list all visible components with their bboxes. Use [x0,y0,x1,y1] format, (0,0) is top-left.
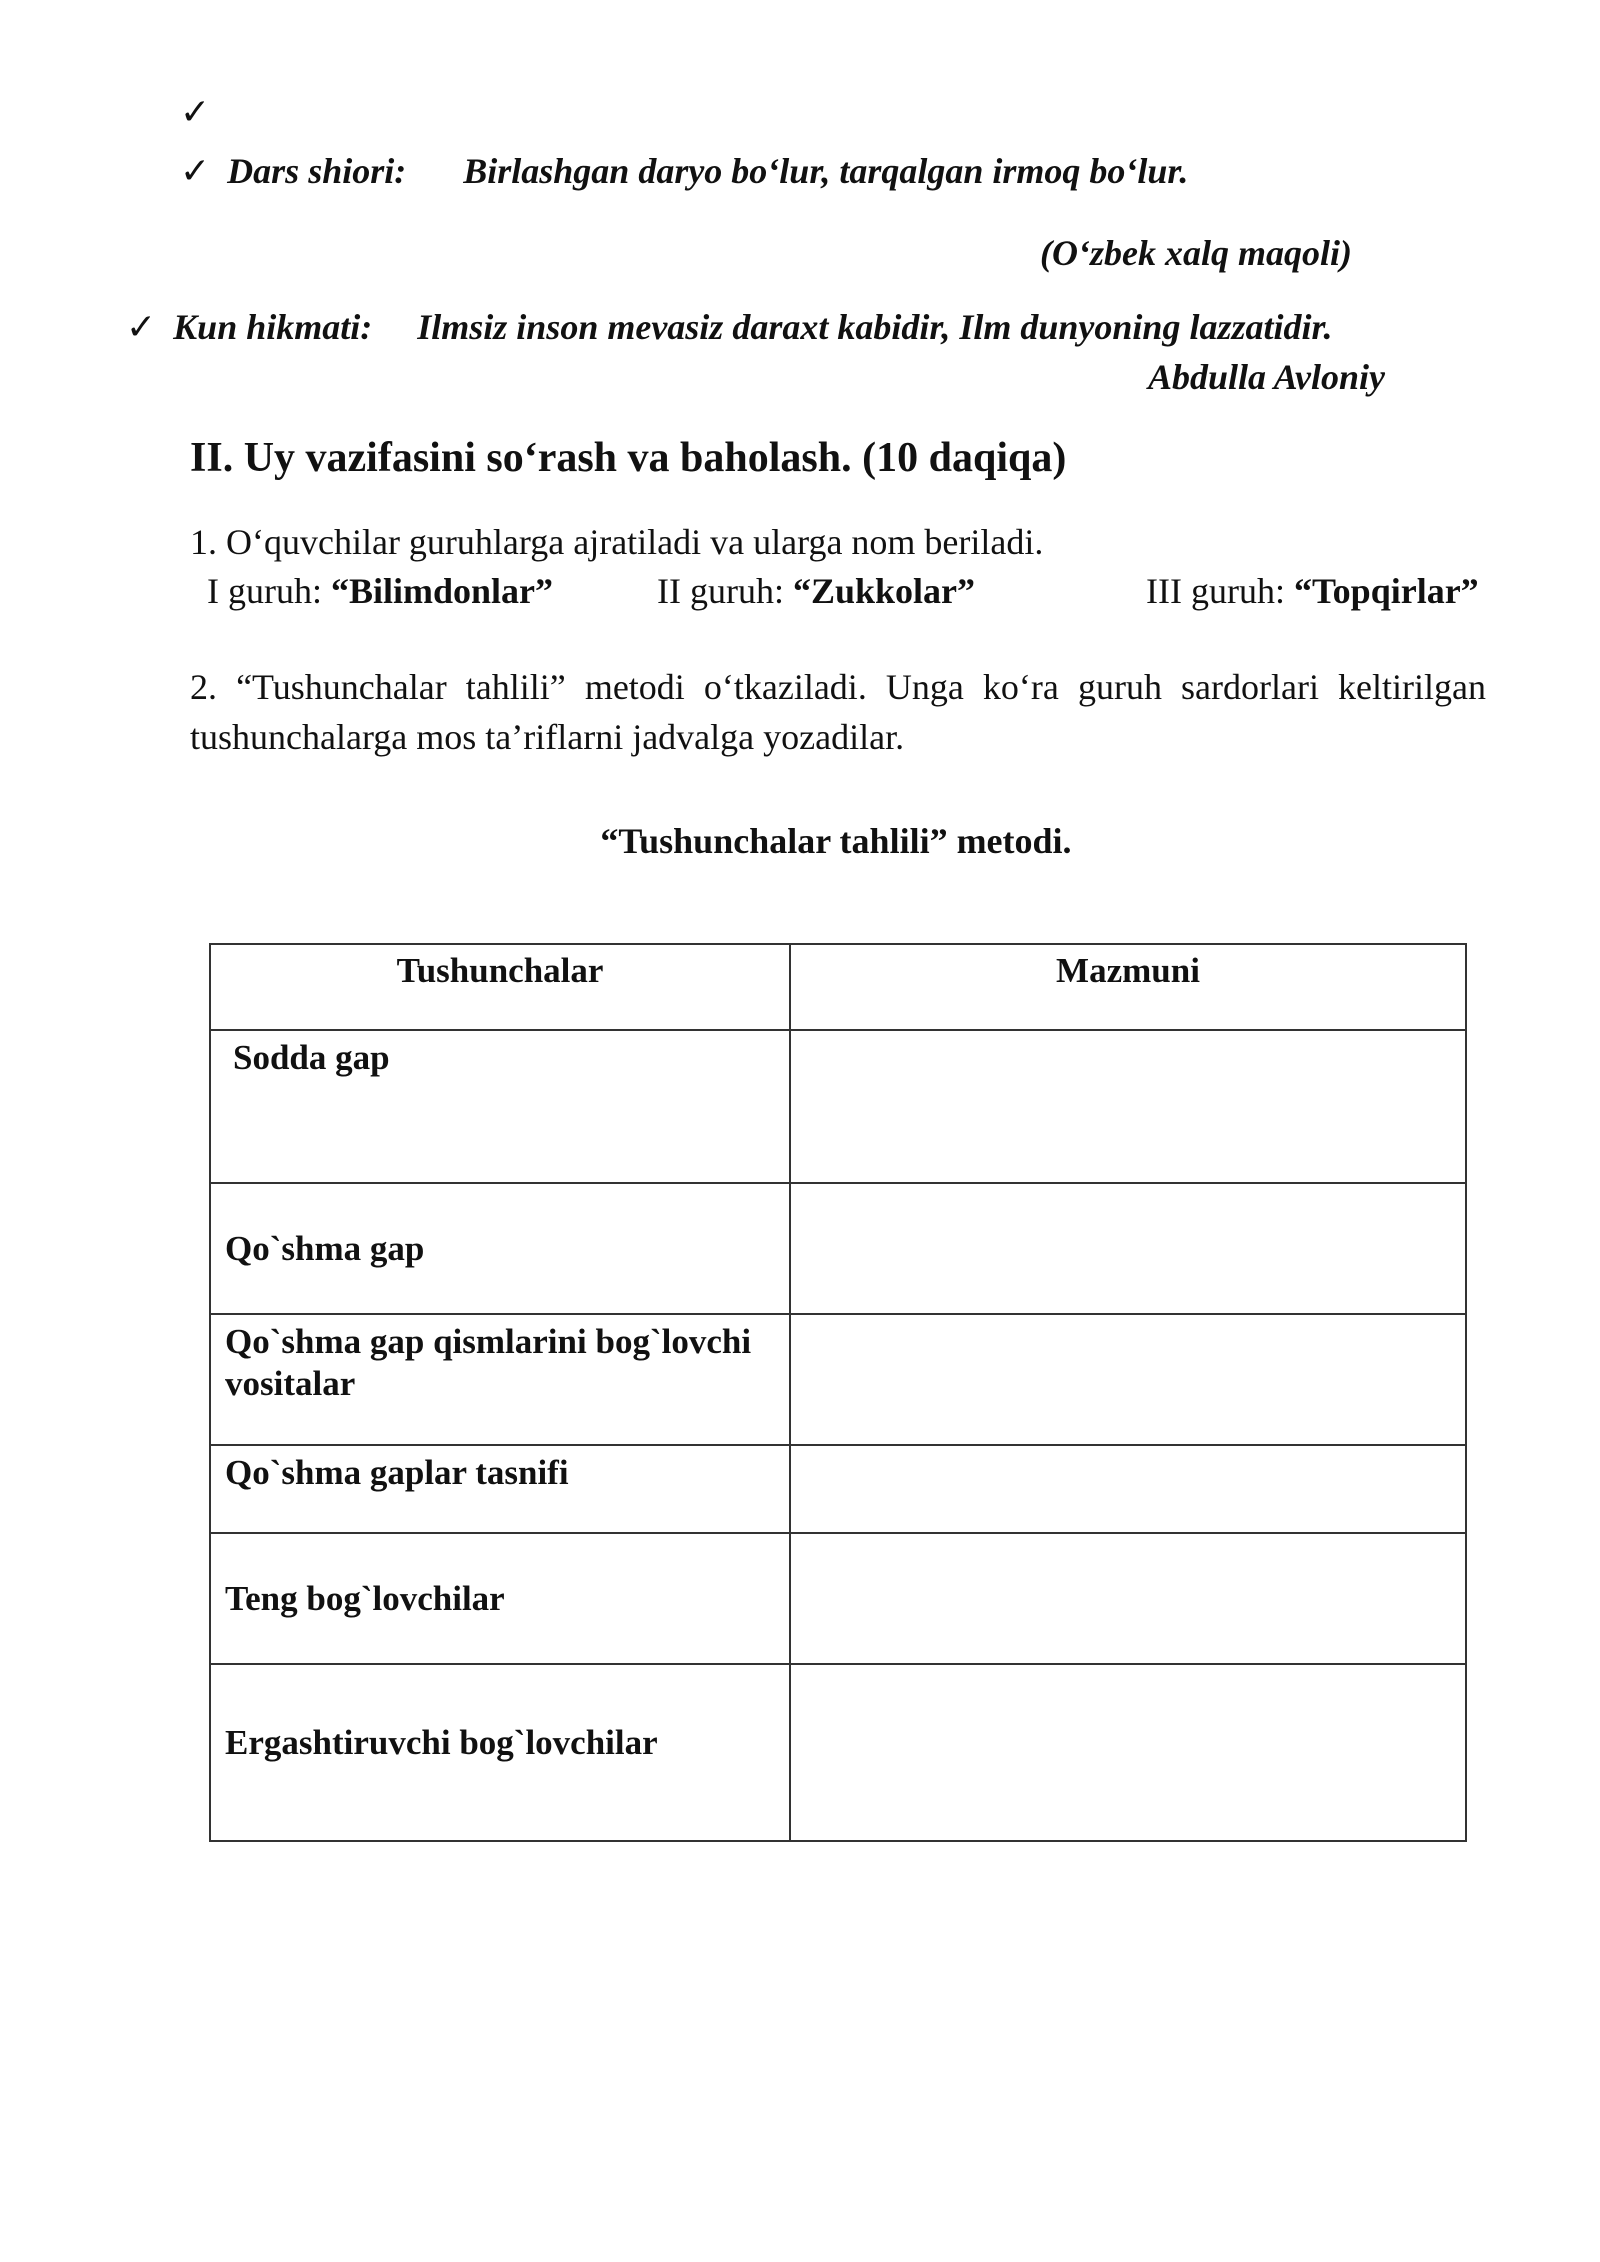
group-2-name: “Zukkolar” [792,571,976,611]
concept-cell: Ergashtiruvchi bog`lovchilar [210,1664,790,1841]
concept-cell: Qo`shma gaplar tasnifi [210,1445,790,1533]
motto-line [180,150,1188,192]
header-concepts: Tushunchalar [210,944,790,1030]
wisdom-author: Abdulla Avloniy [1147,357,1385,397]
section-title: II. Uy vazifasini so‘rash va baholash. (10 daqiqa) [190,435,1067,481]
group-2: II guruh: “Zukkolar” [657,571,976,611]
table-row [210,1445,1466,1533]
table-row [210,1533,1466,1664]
table-row [210,1314,1466,1445]
table-header-row [210,944,1466,1030]
meaning-cell[interactable] [790,1183,1466,1314]
item-1: 1. O‘quvchilar guruhlarga ajratiladi va ularga nom beriladi. [190,522,1044,562]
concept-cell: Teng bog`lovchilar [210,1533,790,1664]
motto-source: (O‘zbek xalq maqoli) [1040,233,1352,273]
checkmark-icon: ✓ [126,307,157,348]
concept-cell: Qo`shma gap qismlarini bog`lovchi vositalar [210,1314,790,1445]
concept-cell: Sodda gap [210,1030,790,1183]
meaning-cell[interactable] [790,1664,1466,1841]
checkmark-icon: ✓ [180,151,211,192]
item-2: 2. “Tushunchalar tahlili” metodi o‘tkaziladi. Unga ko‘ra guruh sardorlari keltirilgan tushunchalarga mos ta’riflarni jadvalga yozadilar. [190,667,1486,757]
table-row [210,1183,1466,1314]
meaning-cell[interactable] [790,1533,1466,1664]
header-meaning: Mazmuni [790,944,1466,1030]
concepts-table [209,943,1467,1842]
table-title: “Tushunchalar tahlili” metodi. [600,821,1072,861]
checkmark-icon: ✓ [180,92,211,133]
group-3: III guruh: “Topqirlar” [1146,571,1479,611]
meaning-cell[interactable] [790,1030,1466,1183]
motto-label: Dars shiori: [227,151,407,191]
group-1-name: “Bilimdonlar” [330,571,554,611]
meaning-cell[interactable] [790,1445,1466,1533]
meaning-cell[interactable] [790,1314,1466,1445]
wisdom-text: Ilmsiz inson mevasiz daraxt kabidir, Ilm dunyoning lazzatidir. [417,307,1333,347]
group-1: I guruh: “Bilimdonlar” [207,571,554,611]
wisdom-label: Kun hikmati: [173,307,373,347]
wisdom-line [126,306,1333,348]
concept-cell: Qo`shma gap [210,1183,790,1314]
table-row [210,1030,1466,1183]
table-row [210,1664,1466,1841]
group-3-name: “Topqirlar” [1293,571,1479,611]
motto-text: Birlashgan daryo bo‘lur, tarqalgan irmoq bo‘lur. [463,151,1189,191]
